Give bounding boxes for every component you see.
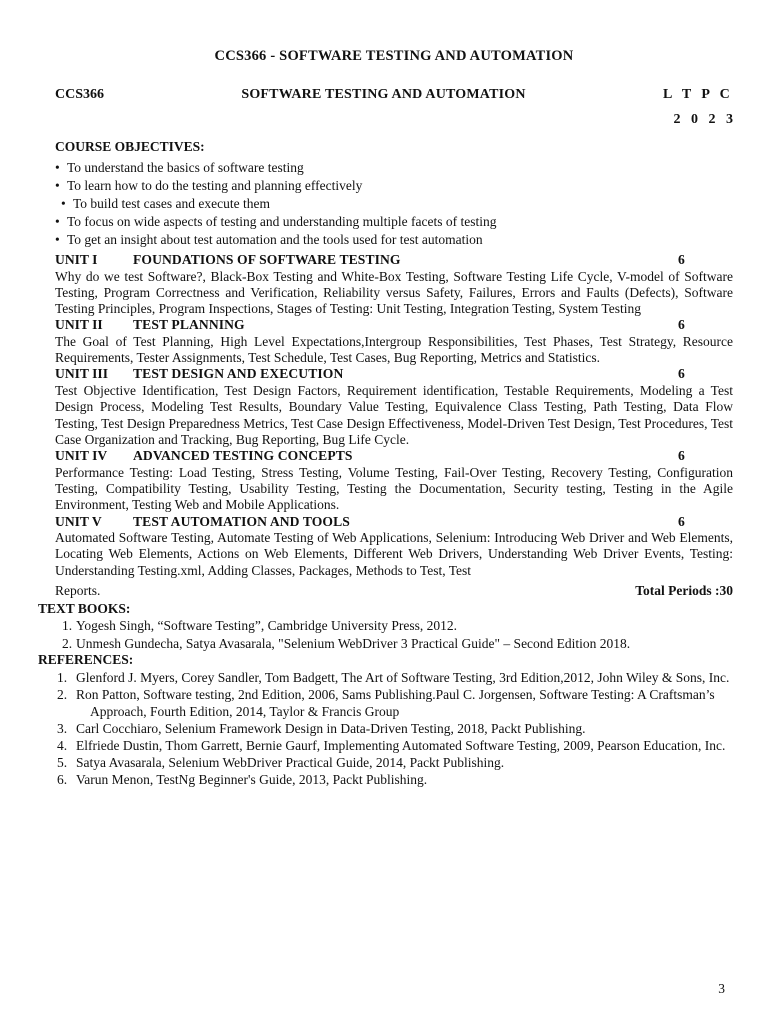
unit-hours: 6 xyxy=(678,317,685,333)
unit-body: Test Objective Identification, Test Design Factors, Requirement identification, Testable Requirements, Modeling a Test Design Process, Modeling Test Results, Boundary Value Testing, Equivalence Class Testing, Path Testing, Data Flow Testing, Test Design Preparedness Metrics, Test Case Design Effectiveness, Model-Driven Test Design, Test Procedures, Test Case Organization and Tracking, Bug Reporting, Bug Life Cycle. xyxy=(55,382,733,447)
references-list xyxy=(55,669,733,788)
bullet-icon: • xyxy=(55,232,60,247)
text-book-item xyxy=(62,635,733,653)
item-text: Glenford J. Myers, Corey Sandler, Tom Badgett, The Art of Software Testing, 3rd Edition,2012, John Wiley & Sons, Inc. xyxy=(76,669,730,685)
unit-id: UNIT III xyxy=(55,366,109,382)
ltpc-values: 2 0 2 3 xyxy=(673,112,733,127)
unit-title: TEST DESIGN AND EXECUTION xyxy=(133,366,344,382)
objective-text: To focus on wide aspects of testing and understanding multiple facets of testing xyxy=(67,214,497,229)
item-number: 4. xyxy=(57,737,68,753)
text-books-heading: TEXT BOOKS: xyxy=(38,600,131,616)
item-number: 1. xyxy=(57,669,68,685)
unit-body: Performance Testing: Load Testing, Stress Testing, Volume Testing, Fail-Over Testing, Recovery Testing, Configuration Testing, Compatibility Testing, Usability Testing, Testing the Documentation, Security testing, Testing in the Agile Environment, Testing Web and Mobile Applications. xyxy=(55,464,733,513)
totals-row xyxy=(55,583,733,599)
bullet-icon: • xyxy=(61,196,66,211)
unit-heading xyxy=(55,448,733,465)
item-number: 6. xyxy=(57,771,68,787)
item-text: Yogesh Singh, “Software Testing”, Cambridge University Press, 2012. xyxy=(76,618,458,634)
reference-item xyxy=(57,669,733,686)
objective-text: To get an insight about test automation and the tools used for test automation xyxy=(67,232,483,247)
total-periods: Total Periods :30 xyxy=(635,582,733,598)
unit-section-5 xyxy=(55,514,733,579)
unit-heading xyxy=(55,366,733,383)
objective-item xyxy=(55,159,733,177)
bullet-icon: • xyxy=(55,160,60,175)
course-code: CCS366 xyxy=(55,87,105,102)
unit-body: Why do we test Software?, Black-Box Testing and White-Box Testing, Software Testing Life Cycle, V-model of Software Testing, Program Correctness and Verification, Reliability versus Safety, Failures, Errors and Faults (Defects), Software Testing Principles, Program Inspections, Stages of Testing: Unit Testing, Integration Testing, System Testing xyxy=(55,268,733,317)
unit-title: FOUNDATIONS OF SOFTWARE TESTING xyxy=(133,252,401,267)
item-text: Varun Menon, TestNg Beginner's Guide, 2013, Packt Publishing. xyxy=(76,771,428,787)
item-number: 1. xyxy=(62,618,73,634)
reference-item xyxy=(57,771,733,788)
objective-item xyxy=(55,195,733,213)
unit-id: UNIT II xyxy=(55,317,103,333)
ltpc-values-row xyxy=(55,112,733,127)
page-number: 3 xyxy=(718,981,725,996)
unit-section-1 xyxy=(55,252,733,317)
unit-hours: 6 xyxy=(678,252,685,267)
reference-item xyxy=(57,754,733,771)
course-header-row xyxy=(55,87,733,102)
unit-hours: 6 xyxy=(678,366,685,382)
unit-heading xyxy=(55,252,733,269)
unit-hours: 6 xyxy=(678,448,685,464)
unit-body: The Goal of Test Planning, High Level Expectations,Intergroup Responsibilities, Test Phases, Test Strategy, Resource Requirements, Tester Assignments, Test Schedule, Test Cases, Bug Reporting, Metrics and Statistics. xyxy=(55,333,733,366)
unit-title: TEST PLANNING xyxy=(133,317,245,333)
document-title: CCS366 - SOFTWARE TESTING AND AUTOMATION xyxy=(214,48,574,64)
reference-item xyxy=(57,686,733,720)
unit-heading xyxy=(55,317,733,334)
objective-text: To learn how to do the testing and planning effectively xyxy=(67,178,363,193)
course-name: SOFTWARE TESTING AND AUTOMATION xyxy=(241,87,526,102)
item-number: 2. xyxy=(57,686,68,702)
unit-id: UNIT V xyxy=(55,513,102,529)
unit-section-3 xyxy=(55,366,733,448)
item-text: Elfriede Dustin, Thom Garrett, Bernie Gaurf, Implementing Automated Software Testing, 2009, Pearson Education, Inc. xyxy=(76,737,726,753)
item-number: 5. xyxy=(57,754,68,770)
course-objectives-heading: COURSE OBJECTIVES: xyxy=(55,139,205,154)
course-objectives-list xyxy=(55,159,733,249)
reference-item xyxy=(57,720,733,737)
reports-text: Reports. xyxy=(55,582,101,598)
item-text: Unmesh Gundecha, Satya Avasarala, "Selenium WebDriver 3 Practical Guide" – Second Edition 2018. xyxy=(76,635,631,651)
item-number: 2. xyxy=(62,635,73,651)
bullet-icon: • xyxy=(55,178,60,193)
ltpc-label: L T P C xyxy=(663,87,730,102)
objective-item xyxy=(55,177,733,195)
item-text: Carl Cocchiaro, Selenium Framework Design in Data-Driven Testing, 2018, Packt Publishing. xyxy=(76,720,586,736)
objective-text: To build test cases and execute them xyxy=(73,196,270,211)
text-book-item xyxy=(62,617,733,635)
unit-title: ADVANCED TESTING CONCEPTS xyxy=(133,448,353,464)
unit-title: TEST AUTOMATION AND TOOLS xyxy=(133,513,350,529)
unit-id: UNIT I xyxy=(55,252,98,267)
objective-item xyxy=(55,231,733,249)
unit-section-2 xyxy=(55,317,733,366)
unit-section-4 xyxy=(55,448,733,513)
objective-text: To understand the basics of software testing xyxy=(67,160,304,175)
reference-item xyxy=(57,737,733,754)
unit-hours: 6 xyxy=(678,513,685,529)
bullet-icon: • xyxy=(55,214,60,229)
references-heading: REFERENCES: xyxy=(38,652,134,668)
unit-id: UNIT IV xyxy=(55,448,108,464)
item-text: Ron Patton, Software testing, 2nd Edition, 2006, Sams Publishing.Paul C. Jorgensen, Software Testing: A Craftsman’s Approach, Fourth Edition, 2014, Taylor & Francis Group xyxy=(76,686,715,719)
unit-body: Automated Software Testing, Automate Testing of Web Applications, Selenium: Introducing Web Driver and Web Elements, Locating Web Elements, Actions on Web Elements, Different Web Drivers, Understanding Web Driver Events, Testing: Understanding Testing.xml, Adding Classes, Packages, Methods to Test, Test xyxy=(55,530,733,578)
text-books-list xyxy=(55,617,733,652)
item-number: 3. xyxy=(57,720,68,736)
objective-item xyxy=(55,213,733,231)
unit-heading xyxy=(55,514,733,531)
item-text: Satya Avasarala, Selenium WebDriver Practical Guide, 2014, Packt Publishing. xyxy=(76,754,505,770)
